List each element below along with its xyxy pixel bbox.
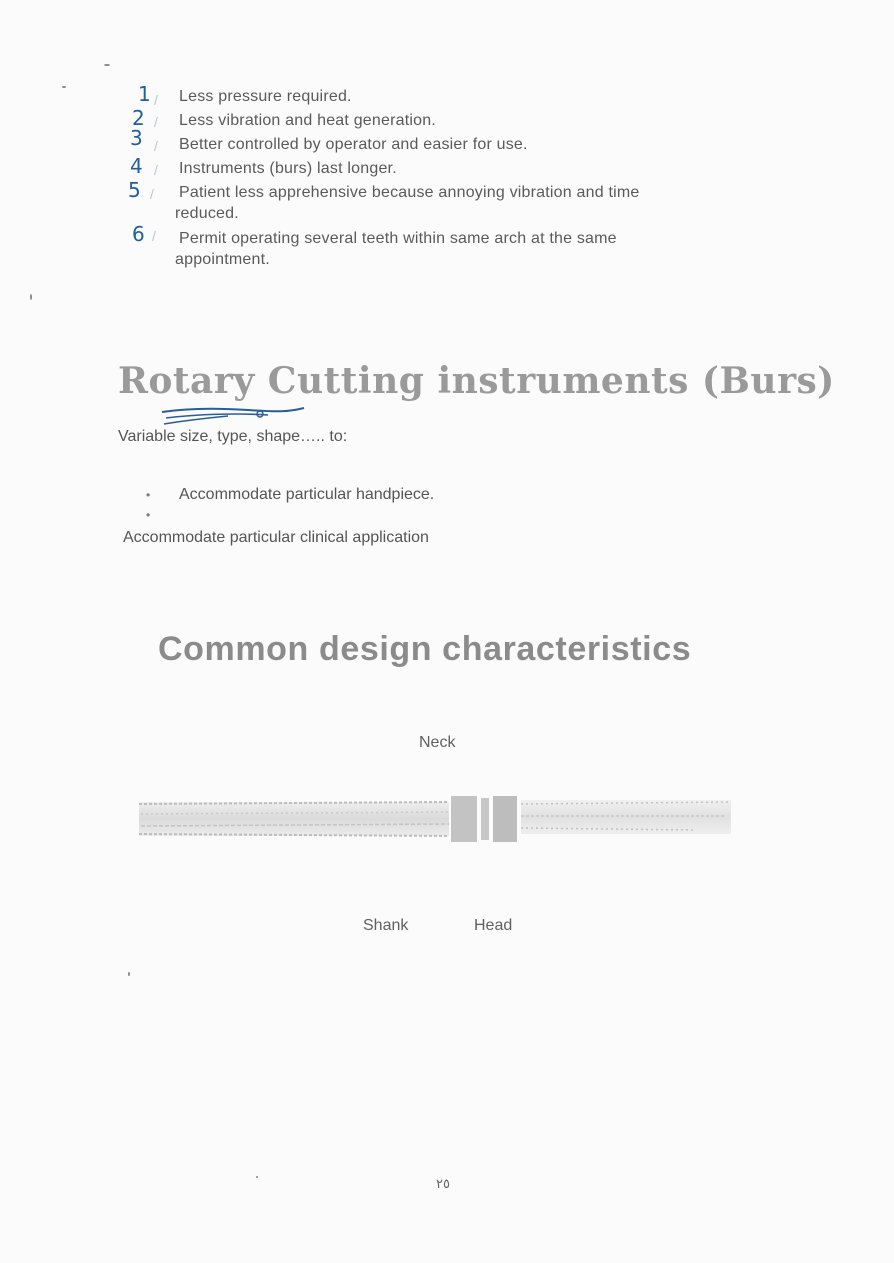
neck-label: Neck [419, 734, 456, 751]
bullet-item: Accommodate particular handpiece. [179, 486, 435, 503]
list-item-text: Permit operating several teeth within same arch at the same [179, 230, 617, 247]
list-item-text: Patient less apprehensive because annoying vibration and time [179, 184, 640, 201]
list-item-text: Less vibration and heat generation. [179, 112, 436, 129]
list-item-text: appointment. [175, 251, 270, 268]
handwritten-number: 6 [132, 222, 145, 246]
list-item-text: Better controlled by operator and easier for use. [179, 136, 528, 153]
handwritten-number: 2 [132, 106, 145, 130]
bur-illustration [135, 790, 735, 850]
pen-mark [128, 972, 130, 976]
handwritten-number: 3 [130, 126, 143, 150]
ink-scribble [158, 404, 308, 428]
head-label: Head [474, 917, 513, 934]
list-item-text: reduced. [175, 205, 239, 222]
check-mark: / [154, 162, 158, 178]
section-title: Rotary Cutting instruments (Burs) [118, 360, 835, 402]
check-mark: / [154, 92, 158, 108]
pen-mark [256, 1176, 258, 1178]
check-mark: / [150, 186, 154, 202]
section-intro: Variable size, type, shape….. to: [118, 428, 348, 445]
design-heading: Common design characteristics [158, 630, 692, 668]
handwritten-number: 1 [138, 82, 151, 106]
bullet-dot: • [146, 488, 151, 502]
page-number: ٢٥ [436, 1176, 450, 1191]
list-item-text: Instruments (burs) last longer. [179, 160, 397, 177]
pen-mark [62, 86, 66, 88]
handwritten-number: 5 [128, 178, 141, 202]
bullet-dot: • [146, 508, 151, 522]
bullet-item: Accommodate particular clinical application [123, 529, 429, 546]
shank-label: Shank [363, 917, 409, 934]
handwritten-number: 4 [130, 154, 143, 178]
pen-mark [30, 294, 32, 300]
pen-mark [104, 64, 110, 66]
check-mark: / [154, 138, 158, 154]
check-mark: / [152, 228, 156, 244]
list-item-text: Less pressure required. [179, 88, 352, 105]
check-mark: / [154, 114, 158, 130]
